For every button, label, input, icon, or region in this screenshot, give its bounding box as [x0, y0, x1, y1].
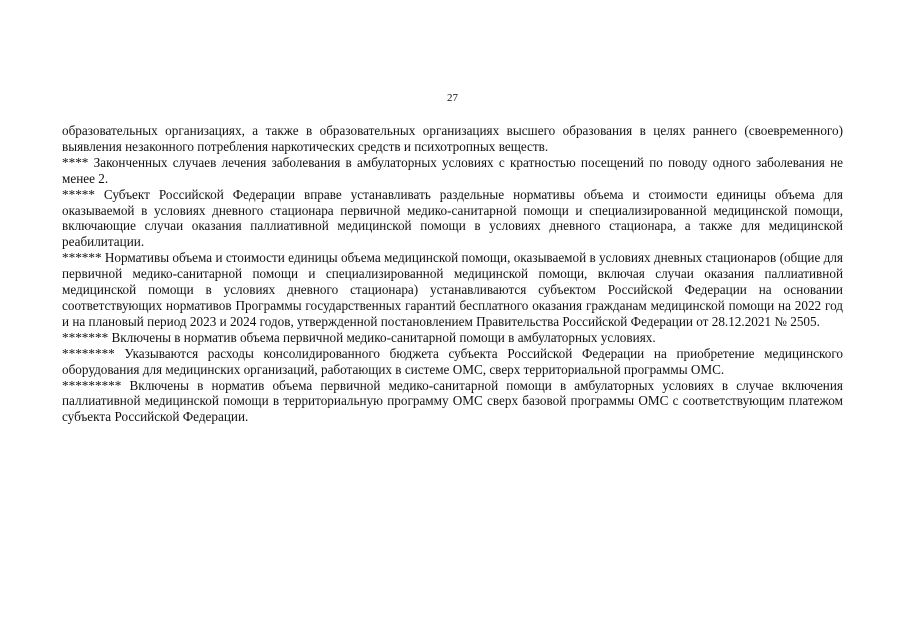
paragraph-continuation: образовательных организациях, а также в образовательных организациях высшего образования в целях раннего (своевременного) выявления незаконного потребления наркотических средств и психотропных веществ.	[62, 123, 843, 154]
page-number: 27	[447, 92, 458, 104]
footnote-9-stars: ********* Включены в норматив объема первичной медико-санитарной помощи в амбулаторных условиях в случае включения паллиативной медицинской помощи в территориальную программу ОМС сверх базовой программы ОМС с соответствующим платежом субъекта Российской Федерации.	[62, 377, 843, 425]
footnote-7-stars: ******* Включены в норматив объема первичной медико-санитарной помощи в амбулаторных условиях.	[62, 329, 656, 345]
footnote-6-stars: ****** Нормативы объема и стоимости единицы объема медицинской помощи, оказываемой в условиях дневных стационаров (общие для первичной медико-санитарной помощи и специализированной медицинской помощи, включая случаи оказания паллиативной медицинской помощи в условиях дневного стационара) устанавливаются субъектом Российской Федерации на основании соответствующих нормативов Программы государственных гарантий бесплатного оказания гражданам медицинской помощи на 2022 год и на плановый период 2023 и 2024 годов, утвержденной постановлением Правительства Российской Федерации от 28.12.2021 № 2505.	[62, 250, 843, 329]
footnote-8-stars: ******** Указываются расходы консолидированного бюджета субъекта Российской Федерации на приобретение медицинского оборудования для медицинских организаций, работающих в системе ОМС, сверх территориальной программы ОМС.	[62, 345, 843, 377]
footnotes-body	[62, 123, 843, 425]
footnote-5-stars: ***** Субъект Российской Федерации вправе устанавливать раздельные нормативы объема и стоимости единицы объема для оказываемой в условиях дневного стационара первичной медико-санитарной помощи и специализированной медицинской помощи, включающие случаи оказания паллиативной медицинской помощи в условиях дневного стационара, а также для медицинской реабилитации.	[62, 186, 843, 250]
footnote-4-stars: **** Законченных случаев лечения заболевания в амбулаторных условиях с кратностью посещений по поводу одного заболевания не менее 2.	[62, 154, 843, 186]
